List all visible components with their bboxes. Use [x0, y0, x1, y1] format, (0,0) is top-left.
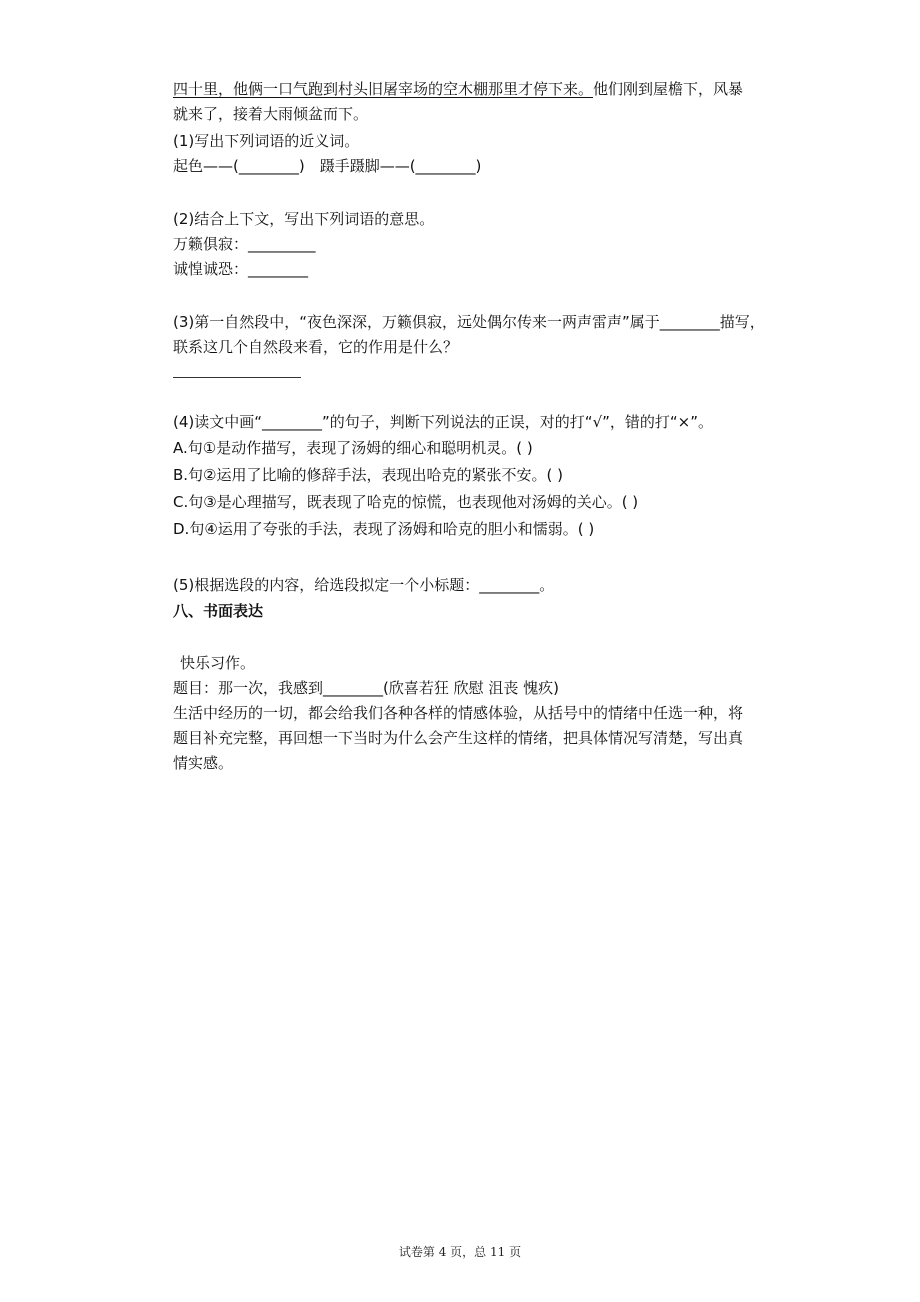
question-3-line-1: (3)第一自然段中，“夜色深深，万籁俱寂，远处偶尔传来一两声雷声”属于________描写，: [173, 313, 765, 331]
passage-line-1: [173, 79, 743, 99]
question-2-item-1: 万籁俱寂：_________: [173, 235, 316, 253]
page-footer: 试卷第 4 页，总 11 页: [398, 1245, 522, 1259]
passage-line-1-rest: 他们刚到屋檐下，风暴: [593, 80, 744, 98]
question-4-option-a: A.句①是动作描写，表现了汤姆的细心和聪明机灵。( ): [173, 439, 533, 457]
question-4-option-c: C.句③是心理描写，既表现了哈克的惊慌，也表现他对汤姆的关心。( ): [173, 493, 639, 511]
composition-body-line-1: 生活中经历的一切，都会给我们各种各样的情感体验，从括号中的情绪中任选一种，将: [173, 704, 744, 722]
composition-body-line-2: 题目补充完整，再回想一下当时为什么会产生这样的情绪，把具体情况写清楚，写出真: [173, 729, 744, 747]
question-1-prompt: (1)写出下列词语的近义词。: [173, 132, 360, 150]
section-8-heading: 八、书面表达: [173, 602, 264, 620]
question-5-prompt: (5)根据选段的内容，给选段拟定一个小标题：________。: [173, 576, 555, 594]
composition-body-line-3: 情实感。: [173, 754, 234, 772]
section-8-intro: 快乐习作。: [180, 654, 256, 672]
answer-line: [173, 377, 301, 378]
question-4-option-b: B.句②运用了比喻的修辞手法，表现出哈克的紧张不安。( ): [173, 466, 563, 484]
question-2-prompt: (2)结合上下文，写出下列词语的意思。: [173, 210, 435, 228]
question-1-items: 起色——(________) 蹑手蹑脚——(________): [173, 157, 482, 175]
question-4-option-d: D.句④运用了夸张的手法，表现了汤姆和哈克的胆小和懦弱。( ): [173, 520, 595, 538]
question-3-line-2: 联系这几个自然段来看，它的作用是什么？: [173, 338, 459, 356]
question-2-item-2: 诚惶诚恐：________: [173, 260, 309, 278]
question-4-prompt: (4)读文中画“________”的句子，判断下列说法的正误，对的打“√”，错的打“×”。: [173, 413, 714, 431]
composition-title: 题目：那一次，我感到________(欣喜若狂 欣慰 沮丧 愧疚): [173, 679, 560, 697]
passage-line-2: 就来了，接着大雨倾盆而下。: [173, 105, 369, 123]
underlined-sentence: 四十里，他俩一口气跑到村头旧屠宰场的空木棚那里才停下来。: [173, 80, 594, 98]
